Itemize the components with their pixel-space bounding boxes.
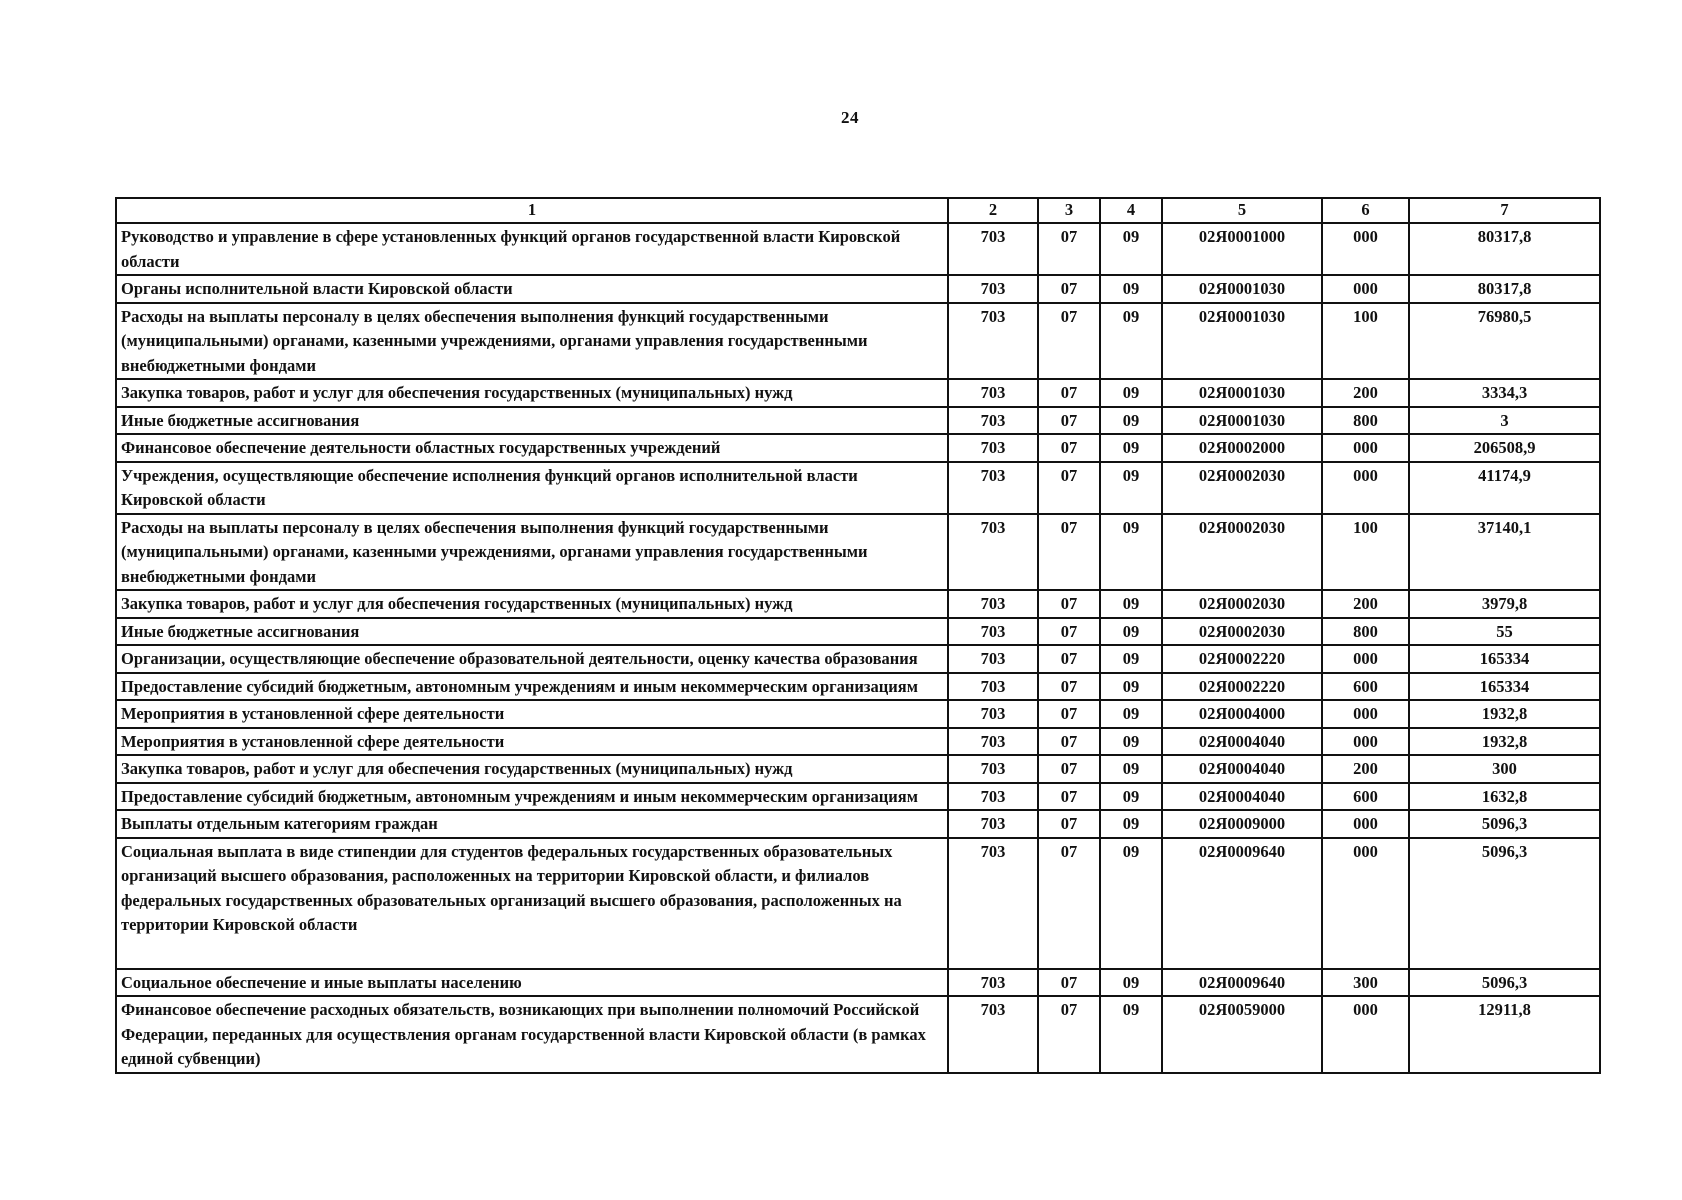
row-section-code: 07 [1038, 379, 1100, 407]
table-row [116, 645, 1600, 673]
row-section-code: 07 [1038, 969, 1100, 997]
row-subsection-code: 09 [1100, 514, 1162, 591]
row-subsection-code: 09 [1100, 673, 1162, 701]
row-ministry-code: 703 [948, 223, 1038, 275]
row-ministry-code: 703 [948, 996, 1038, 1073]
row-expense-type: 000 [1322, 645, 1409, 673]
header-row [116, 198, 1600, 223]
header-col-3: 3 [1038, 198, 1100, 223]
row-expense-type: 200 [1322, 755, 1409, 783]
row-ministry-code: 703 [948, 838, 1038, 969]
row-subsection-code: 09 [1100, 303, 1162, 380]
row-expense-type: 000 [1322, 810, 1409, 838]
row-subsection-code: 09 [1100, 462, 1162, 514]
row-ministry-code: 703 [948, 645, 1038, 673]
row-name: Руководство и управление в сфере установленных функций органов государственной власти Кировской области [116, 223, 948, 275]
table-row [116, 673, 1600, 701]
table-row [116, 275, 1600, 303]
row-expense-type: 200 [1322, 379, 1409, 407]
row-section-code: 07 [1038, 407, 1100, 435]
row-amount: 165334 [1409, 645, 1600, 673]
row-amount: 3979,8 [1409, 590, 1600, 618]
row-amount: 80317,8 [1409, 223, 1600, 275]
row-subsection-code: 09 [1100, 700, 1162, 728]
row-amount: 5096,3 [1409, 810, 1600, 838]
row-section-code: 07 [1038, 462, 1100, 514]
row-amount: 1932,8 [1409, 728, 1600, 756]
row-section-code: 07 [1038, 996, 1100, 1073]
row-expense-type: 000 [1322, 434, 1409, 462]
row-expense-type: 100 [1322, 514, 1409, 591]
table-row [116, 783, 1600, 811]
row-amount: 206508,9 [1409, 434, 1600, 462]
row-name: Закупка товаров, работ и услуг для обеспечения государственных (муниципальных) нужд [116, 379, 948, 407]
row-subsection-code: 09 [1100, 996, 1162, 1073]
row-amount: 1932,8 [1409, 700, 1600, 728]
row-name: Органы исполнительной власти Кировской области [116, 275, 948, 303]
row-target-article: 02Я0002000 [1162, 434, 1322, 462]
row-section-code: 07 [1038, 783, 1100, 811]
row-ministry-code: 703 [948, 379, 1038, 407]
row-expense-type: 000 [1322, 728, 1409, 756]
table-row [116, 514, 1600, 591]
header-col-4: 4 [1100, 198, 1162, 223]
table-row [116, 618, 1600, 646]
row-target-article: 02Я0004040 [1162, 728, 1322, 756]
row-name: Организации, осуществляющие обеспечение образовательной деятельности, оценку качества образования [116, 645, 948, 673]
row-target-article: 02Я0004040 [1162, 755, 1322, 783]
row-subsection-code: 09 [1100, 379, 1162, 407]
row-ministry-code: 703 [948, 810, 1038, 838]
table-body [116, 223, 1600, 1073]
row-target-article: 02Я0002030 [1162, 514, 1322, 591]
row-expense-type: 600 [1322, 783, 1409, 811]
row-name: Финансовое обеспечение деятельности областных государственных учреждений [116, 434, 948, 462]
row-name: Предоставление субсидий бюджетным, автономным учреждениям и иным некоммерческим организациям [116, 783, 948, 811]
row-target-article: 02Я0001030 [1162, 379, 1322, 407]
row-ministry-code: 703 [948, 783, 1038, 811]
row-section-code: 07 [1038, 700, 1100, 728]
row-amount: 12911,8 [1409, 996, 1600, 1073]
row-target-article: 02Я0002030 [1162, 462, 1322, 514]
row-section-code: 07 [1038, 303, 1100, 380]
row-ministry-code: 703 [948, 514, 1038, 591]
row-name: Иные бюджетные ассигнования [116, 618, 948, 646]
row-name: Иные бюджетные ассигнования [116, 407, 948, 435]
row-target-article: 02Я0059000 [1162, 996, 1322, 1073]
row-expense-type: 000 [1322, 996, 1409, 1073]
row-ministry-code: 703 [948, 700, 1038, 728]
row-amount: 165334 [1409, 673, 1600, 701]
row-target-article: 02Я0002220 [1162, 673, 1322, 701]
row-subsection-code: 09 [1100, 728, 1162, 756]
row-ministry-code: 703 [948, 275, 1038, 303]
row-section-code: 07 [1038, 618, 1100, 646]
row-section-code: 07 [1038, 673, 1100, 701]
row-target-article: 02Я0002030 [1162, 618, 1322, 646]
row-ministry-code: 703 [948, 303, 1038, 380]
header-col-5: 5 [1162, 198, 1322, 223]
row-name: Закупка товаров, работ и услуг для обеспечения государственных (муниципальных) нужд [116, 755, 948, 783]
row-name: Расходы на выплаты персоналу в целях обеспечения выполнения функций государственными (муниципальными) органами, казенными учреждениями, органами управления государственными внебюджетными фондами [116, 514, 948, 591]
row-expense-type: 000 [1322, 275, 1409, 303]
row-target-article: 02Я0009640 [1162, 969, 1322, 997]
table-row [116, 434, 1600, 462]
row-target-article: 02Я0009640 [1162, 838, 1322, 969]
row-ministry-code: 703 [948, 755, 1038, 783]
row-expense-type: 300 [1322, 969, 1409, 997]
row-expense-type: 800 [1322, 618, 1409, 646]
page-number: 24 [841, 108, 859, 127]
row-target-article: 02Я0009000 [1162, 810, 1322, 838]
table-row [116, 728, 1600, 756]
row-amount: 1632,8 [1409, 783, 1600, 811]
table-row [116, 969, 1600, 997]
row-name: Учреждения, осуществляющие обеспечение исполнения функций органов исполнительной власти Кировской области [116, 462, 948, 514]
row-expense-type: 000 [1322, 700, 1409, 728]
row-target-article: 02Я0001030 [1162, 407, 1322, 435]
row-name: Мероприятия в установленной сфере деятельности [116, 700, 948, 728]
row-section-code: 07 [1038, 645, 1100, 673]
row-section-code: 07 [1038, 275, 1100, 303]
row-target-article: 02Я0001030 [1162, 275, 1322, 303]
row-ministry-code: 703 [948, 590, 1038, 618]
row-section-code: 07 [1038, 223, 1100, 275]
row-target-article: 02Я0001030 [1162, 303, 1322, 380]
row-section-code: 07 [1038, 514, 1100, 591]
header-col-2: 2 [948, 198, 1038, 223]
row-expense-type: 200 [1322, 590, 1409, 618]
row-expense-type: 600 [1322, 673, 1409, 701]
budget-table [115, 197, 1601, 1074]
row-name: Выплаты отдельным категориям граждан [116, 810, 948, 838]
table-row [116, 379, 1600, 407]
table-row [116, 407, 1600, 435]
row-ministry-code: 703 [948, 969, 1038, 997]
header-col-1: 1 [116, 198, 948, 223]
row-target-article: 02Я0002220 [1162, 645, 1322, 673]
row-amount: 76980,5 [1409, 303, 1600, 380]
row-amount: 37140,1 [1409, 514, 1600, 591]
row-name: Социальное обеспечение и иные выплаты населению [116, 969, 948, 997]
row-subsection-code: 09 [1100, 434, 1162, 462]
row-amount: 55 [1409, 618, 1600, 646]
row-expense-type: 800 [1322, 407, 1409, 435]
row-name: Мероприятия в установленной сфере деятельности [116, 728, 948, 756]
table-row [116, 996, 1600, 1073]
row-ministry-code: 703 [948, 728, 1038, 756]
table-row [116, 838, 1600, 969]
row-amount: 41174,9 [1409, 462, 1600, 514]
row-subsection-code: 09 [1100, 407, 1162, 435]
row-target-article: 02Я0001000 [1162, 223, 1322, 275]
row-subsection-code: 09 [1100, 223, 1162, 275]
table-row [116, 810, 1600, 838]
row-subsection-code: 09 [1100, 645, 1162, 673]
row-name: Расходы на выплаты персоналу в целях обеспечения выполнения функций государственными (муниципальными) органами, казенными учреждениями, органами управления государственными внебюджетными фондами [116, 303, 948, 380]
table-row [116, 755, 1600, 783]
row-ministry-code: 703 [948, 407, 1038, 435]
table-row [116, 303, 1600, 380]
row-name: Предоставление субсидий бюджетным, автономным учреждениям и иным некоммерческим организациям [116, 673, 948, 701]
row-subsection-code: 09 [1100, 755, 1162, 783]
row-amount: 3334,3 [1409, 379, 1600, 407]
row-amount: 5096,3 [1409, 838, 1600, 969]
table-row [116, 462, 1600, 514]
row-subsection-code: 09 [1100, 838, 1162, 969]
row-ministry-code: 703 [948, 673, 1038, 701]
row-section-code: 07 [1038, 728, 1100, 756]
row-amount: 300 [1409, 755, 1600, 783]
row-expense-type: 000 [1322, 223, 1409, 275]
row-target-article: 02Я0004040 [1162, 783, 1322, 811]
row-amount: 80317,8 [1409, 275, 1600, 303]
row-name: Закупка товаров, работ и услуг для обеспечения государственных (муниципальных) нужд [116, 590, 948, 618]
row-target-article: 02Я0002030 [1162, 590, 1322, 618]
row-expense-type: 100 [1322, 303, 1409, 380]
row-subsection-code: 09 [1100, 969, 1162, 997]
table-row [116, 590, 1600, 618]
row-ministry-code: 703 [948, 618, 1038, 646]
row-subsection-code: 09 [1100, 618, 1162, 646]
row-subsection-code: 09 [1100, 590, 1162, 618]
row-section-code: 07 [1038, 838, 1100, 969]
header-col-7: 7 [1409, 198, 1600, 223]
row-ministry-code: 703 [948, 462, 1038, 514]
row-name: Финансовое обеспечение расходных обязательств, возникающих при выполнении полномочий Российской Федерации, переданных для осуществления органам государственной власти Кировской области (в рамках единой субвенции) [116, 996, 948, 1073]
row-section-code: 07 [1038, 434, 1100, 462]
row-expense-type: 000 [1322, 838, 1409, 969]
row-amount: 3 [1409, 407, 1600, 435]
table-row [116, 223, 1600, 275]
row-target-article: 02Я0004000 [1162, 700, 1322, 728]
row-subsection-code: 09 [1100, 783, 1162, 811]
row-ministry-code: 703 [948, 434, 1038, 462]
row-subsection-code: 09 [1100, 810, 1162, 838]
row-section-code: 07 [1038, 810, 1100, 838]
row-expense-type: 000 [1322, 462, 1409, 514]
table-row [116, 700, 1600, 728]
row-subsection-code: 09 [1100, 275, 1162, 303]
row-amount: 5096,3 [1409, 969, 1600, 997]
header-col-6: 6 [1322, 198, 1409, 223]
row-section-code: 07 [1038, 590, 1100, 618]
row-name: Социальная выплата в виде стипендии для студентов федеральных государственных образовательных организаций высшего образования, расположенных на территории Кировской области, и филиалов федеральных государственных образовательных организаций высшего образования, расположенных на территории Кировской области [116, 838, 948, 969]
row-section-code: 07 [1038, 755, 1100, 783]
